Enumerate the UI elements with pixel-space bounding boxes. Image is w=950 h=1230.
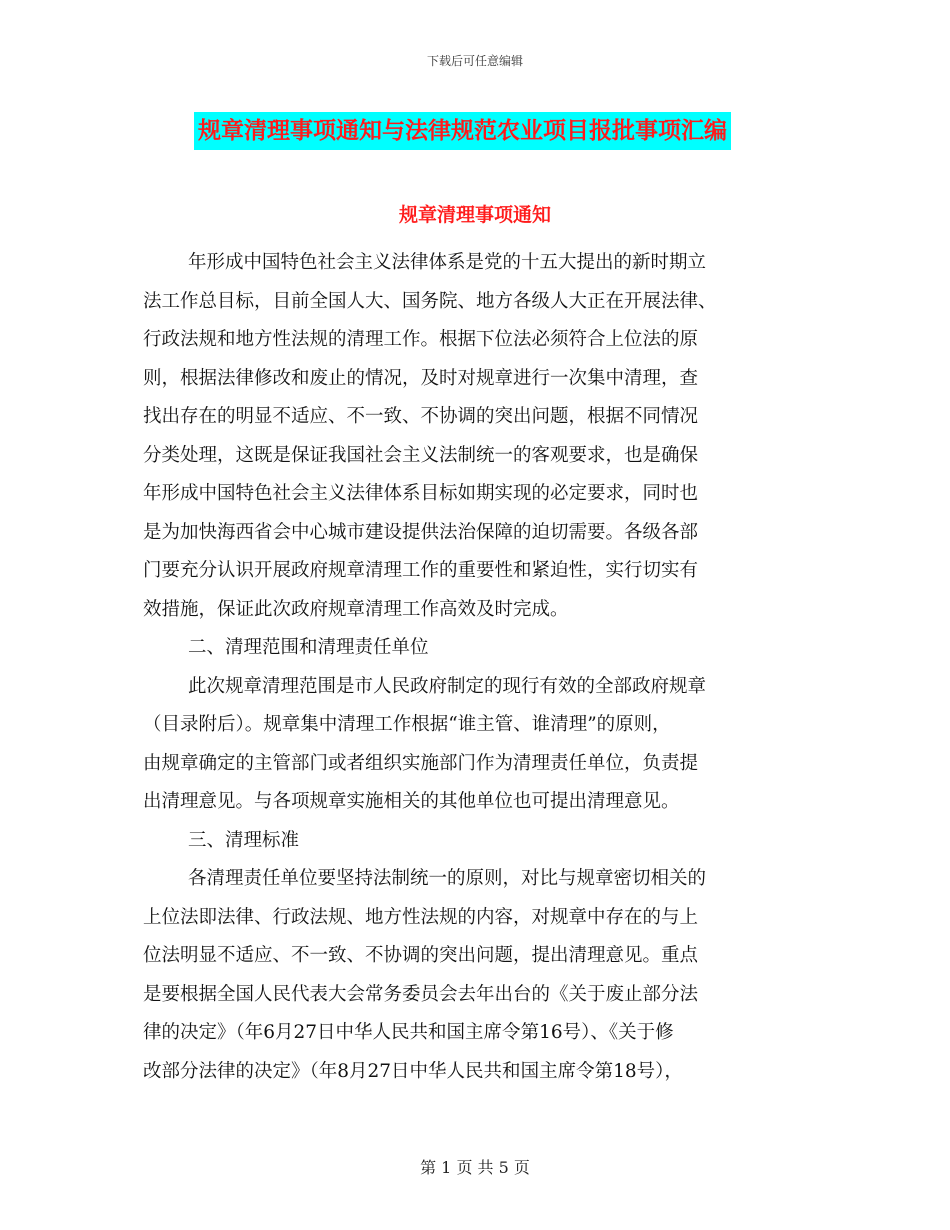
- body-line: 找出存在的明显不适应、不一致、不协调的突出问题，根据不同情况: [143, 406, 699, 427]
- body-line: 律的决定》（年6月27日中华人民共和国主席令第16号）、《关于修: [143, 1022, 674, 1043]
- section-heading: 二、清理范围和清理责任单位: [188, 637, 429, 658]
- body-line: （目录附后）。规章集中清理工作根据“谁主管、谁清理”的原则，: [143, 714, 671, 735]
- section-title: 规章清理事项通知: [398, 204, 551, 226]
- body-line: 法工作总目标，目前全国人大、国务院、地方各级人大正在开展法律、: [143, 290, 717, 312]
- body-line: 是要根据全国人民代表大会常务委员会去年出台的《关于废止部分法: [143, 983, 699, 1005]
- body-line: 出清理意见。与各项规章实施相关的其他单位也可提出清理意见。: [143, 791, 680, 812]
- body-line: 是为加快海西省会中心城市建设提供法治保障的迫切需要。各级各部: [143, 521, 699, 543]
- body-line: 此次规章清理范围是市人民政府制定的现行有效的全部政府规章: [188, 675, 707, 697]
- body-line: 位法明显不适应、不一致、不协调的突出问题，提出清理意见。重点: [143, 945, 699, 966]
- body-text: [143, 244, 813, 1091]
- body-line: 效措施，保证此次政府规章清理工作高效及时完成。: [143, 598, 569, 620]
- body-line: 各清理责任单位要坚持法制统一的原则，对比与规章密切相关的: [188, 868, 707, 889]
- section-heading: 三、清理标准: [188, 829, 300, 851]
- body-line: 年形成中国特色社会主义法律体系目标如期实现的必定要求，同时也: [143, 483, 699, 504]
- body-line: 年形成中国特色社会主义法律体系是党的十五大提出的新时期立: [188, 252, 707, 273]
- body-line: 分类处理，这既是保证我国社会主义法制统一的客观要求，也是确保: [143, 444, 699, 466]
- page-footer: 第 1 页 共 5 页: [420, 1158, 530, 1177]
- body-line: 行政法规和地方性法规的清理工作。根据下位法必须符合上位法的原: [143, 329, 699, 350]
- page-header: 下载后可任意编辑: [426, 54, 523, 68]
- document-title: 规章清理事项通知与法律规范农业项目报批事项汇编: [194, 112, 731, 150]
- body-line: 改部分法律的决定》（年8月27日中华人民共和国主席令第18号），: [143, 1060, 683, 1082]
- body-line: 门要充分认识开展政府规章清理工作的重要性和紧迫性，实行切实有: [143, 560, 699, 581]
- body-line: 则，根据法律修改和废止的情况，及时对规章进行一次集中清理，查: [143, 367, 699, 389]
- body-line: 上位法即法律、行政法规、地方性法规的内容，对规章中存在的与上: [143, 906, 699, 928]
- body-line: 由规章确定的主管部门或者组织实施部门作为清理责任单位，负责提: [143, 752, 699, 774]
